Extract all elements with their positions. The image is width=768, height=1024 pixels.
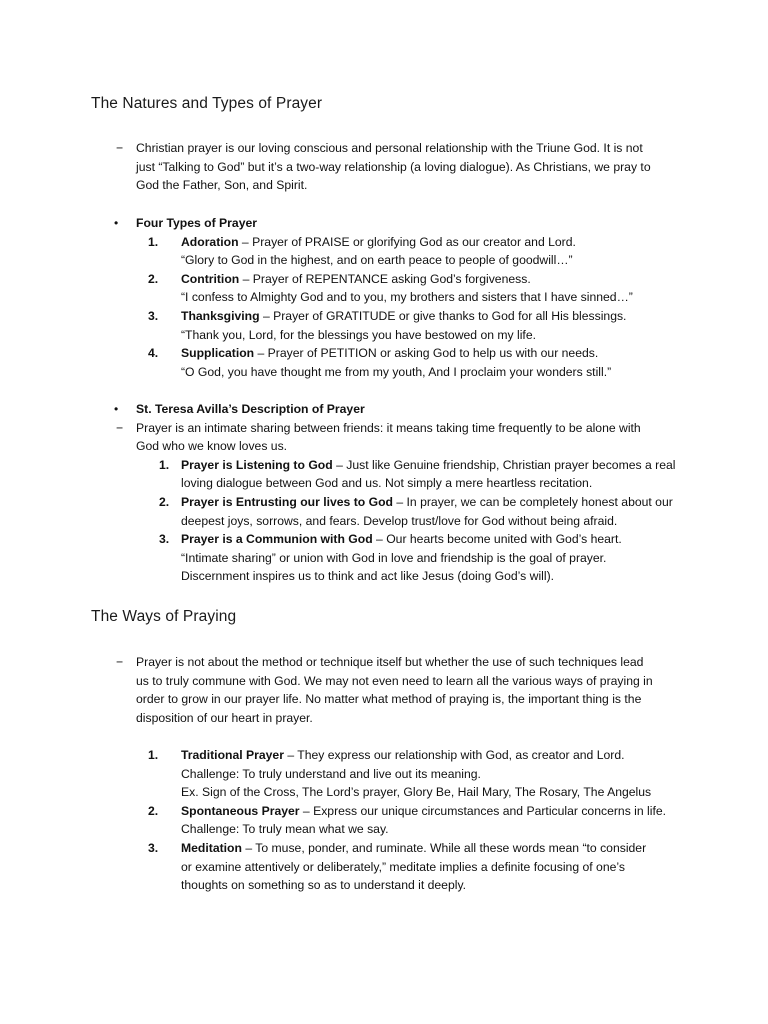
text-line: Prayer is an intimate sharing between friends: it means taking time frequently to be alone with: [136, 420, 641, 435]
dash-marker: −: [116, 420, 124, 435]
item-number: 3.: [148, 840, 159, 855]
list-heading: Four Types of Prayer: [136, 216, 258, 230]
item-term: Spontaneous Prayer: [181, 803, 300, 818]
intro-paragraph: [116, 653, 696, 727]
item-number: 1.: [148, 748, 159, 762]
text-line: or examine attentively or deliberately,” meditate implies a definite focusing of one’s: [181, 859, 625, 874]
item-desc: – They express our relationship with God, as creator and Lord.: [283, 748, 625, 762]
item-number: 4.: [148, 346, 159, 361]
numbered-list: [136, 233, 696, 382]
text-line: order to grow in our prayer life. No matter what method of praying is, the important thing is the: [136, 692, 642, 707]
list-heading: St. Teresa Avilla’s Description of Prayer: [136, 402, 365, 416]
item-desc: – Express our unique circumstances and Particular concerns in life.: [299, 803, 667, 818]
item-number: 1.: [159, 457, 170, 472]
item-quote: “O God, you have thought me from my youth, And I proclaim your wonders still.”: [181, 364, 612, 379]
item-term: Traditional Prayer: [181, 748, 284, 762]
text-line: Challenge: To truly understand and live out its meaning.: [181, 766, 481, 781]
item-desc: – In prayer, we can be completely honest about our: [392, 494, 673, 509]
text-line: us to truly commune with God. We may not even need to learn all the various ways of praying in: [136, 673, 653, 688]
item-desc: – Our hearts become united with God’s heart.: [372, 532, 622, 547]
text-line: Ex. Sign of the Cross, The Lord’s prayer, Glory Be, Hail Mary, The Rosary, The Angelus: [181, 785, 652, 800]
item-number: 2.: [148, 271, 159, 286]
list-item: [159, 456, 696, 493]
item-quote: “Thank you, Lord, for the blessings you have bestowed on my life.: [181, 327, 536, 342]
list-item: [148, 344, 696, 381]
text-line: deepest joys, sorrows, and fears. Develop trust/love for God without being afraid.: [181, 513, 618, 528]
item-number: 1.: [148, 234, 159, 249]
text-line: Prayer is not about the method or technique itself but whether the use of such techniques lead: [136, 655, 644, 669]
item-term: Contrition: [181, 271, 240, 286]
item-term: Prayer is a Communion with God: [181, 532, 373, 547]
ways-list: [148, 746, 701, 895]
text-line: God the Father, Son, and Spirit.: [136, 178, 308, 193]
text-line: God who we know loves us.: [136, 439, 288, 454]
list-item: [148, 746, 701, 802]
numbered-list: [136, 456, 696, 586]
item-term: Adoration: [181, 234, 239, 249]
item-number: 2.: [148, 803, 159, 818]
item-quote: “Glory to God in the highest, and on earth peace to people of goodwill…”: [181, 253, 573, 268]
list-item: [159, 530, 696, 586]
list-item: [148, 802, 701, 839]
four-types-list: [114, 214, 696, 381]
section-title: The Natures and Types of Prayer: [91, 95, 323, 112]
item-term: Thanksgiving: [181, 308, 260, 323]
item-desc: – To muse, ponder, and ruminate. While all these words mean “to consider: [241, 840, 647, 855]
item-number: 3.: [148, 308, 159, 323]
item-desc: – Just like Genuine friendship, Christian prayer becomes a real: [332, 457, 676, 472]
item-number: 3.: [159, 532, 170, 547]
text-line: “Intimate sharing” or union with God in love and friendship is the goal of prayer.: [181, 550, 607, 565]
text-line: Christian prayer is our loving conscious and personal relationship with the Triune God. It is not: [136, 141, 643, 155]
text-line: thoughts on something so as to understand it deeply.: [181, 878, 467, 893]
item-term: Prayer is Listening to God: [181, 457, 333, 472]
section-title: The Ways of Praying: [91, 608, 237, 625]
list-item: [148, 233, 696, 270]
text-line: disposition of our heart in prayer.: [136, 710, 313, 725]
dash-marker: −: [116, 141, 124, 155]
dash-marker: −: [116, 655, 124, 669]
bullet-marker: •: [114, 402, 119, 416]
text-line: Discernment inspires us to think and act like Jesus (doing God’s will).: [181, 569, 555, 584]
list-item: [148, 270, 696, 307]
item-desc: – Prayer of GRATITUDE or give thanks to God for all His blessings.: [259, 308, 627, 323]
item-desc: – Prayer of REPENTANCE asking God’s forgiveness.: [239, 271, 531, 286]
text-line: just “Talking to God” but it’s a two-way relationship (a loving dialogue). As Christians, we pray to: [136, 159, 651, 174]
item-term: Meditation: [181, 840, 242, 855]
intro-paragraph: [116, 139, 696, 195]
text-line: Challenge: To truly mean what we say.: [181, 822, 389, 837]
item-quote: “I confess to Almighty God and to you, my brothers and sisters that I have sinned…”: [181, 290, 633, 305]
bullet-marker: •: [114, 216, 119, 230]
text-line: loving dialogue between God and us. Not simply a mere heartless recitation.: [181, 476, 593, 491]
teresa-intro: [116, 419, 696, 456]
item-number: 2.: [159, 494, 170, 509]
item-desc: – Prayer of PETITION or asking God to help us with our needs.: [254, 346, 599, 361]
item-term: Prayer is Entrusting our lives to God: [181, 494, 393, 509]
item-desc: – Prayer of PRAISE or glorifying God as our creator and Lord.: [238, 234, 576, 249]
list-item: [148, 839, 701, 895]
teresa-section: [114, 400, 696, 586]
list-item: [159, 493, 696, 530]
item-term: Supplication: [181, 346, 255, 361]
list-item: [148, 307, 696, 344]
